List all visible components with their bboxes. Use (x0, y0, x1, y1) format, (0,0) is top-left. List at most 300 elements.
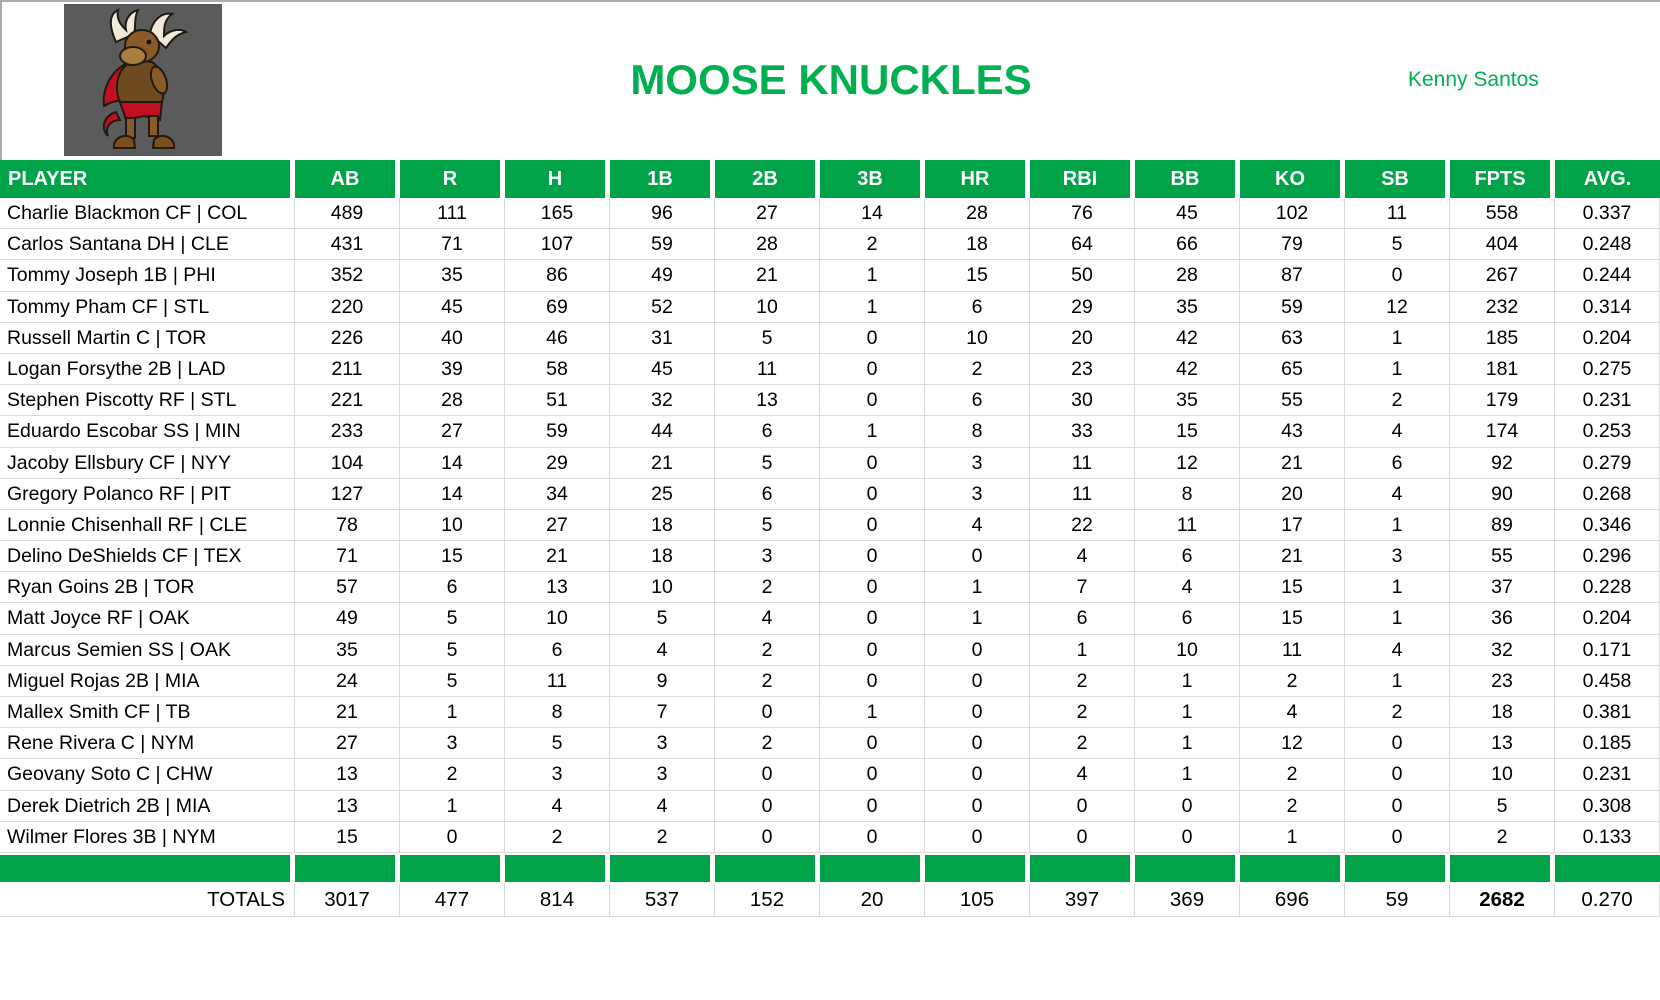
stat-cell[interactable]: 32 (1450, 635, 1555, 666)
stat-cell[interactable]: 0 (925, 728, 1030, 759)
stat-cell[interactable]: 2 (925, 354, 1030, 385)
stat-cell[interactable]: 0.381 (1555, 697, 1660, 728)
stat-cell[interactable]: 2 (1030, 697, 1135, 728)
stat-cell[interactable]: 1 (1345, 510, 1450, 541)
stat-cell[interactable]: 1 (1345, 572, 1450, 603)
stat-cell[interactable]: 0 (820, 479, 925, 510)
stat-cell[interactable]: 0 (820, 822, 925, 853)
player-name-cell[interactable]: Charlie Blackmon CF | COL (0, 198, 295, 229)
stat-cell[interactable]: 15 (400, 541, 505, 572)
stat-cell[interactable]: 2 (1345, 385, 1450, 416)
stat-cell[interactable]: 64 (1030, 229, 1135, 260)
stat-cell[interactable]: 66 (1135, 229, 1240, 260)
stat-cell[interactable]: 0.133 (1555, 822, 1660, 853)
stat-cell[interactable]: 59 (1240, 292, 1345, 323)
stat-cell[interactable]: 1 (925, 603, 1030, 634)
stat-cell[interactable]: 1 (1135, 697, 1240, 728)
stat-cell[interactable]: 17 (1240, 510, 1345, 541)
stat-cell[interactable]: 0.268 (1555, 479, 1660, 510)
stat-cell[interactable]: 2 (1240, 791, 1345, 822)
stat-cell[interactable]: 6 (505, 635, 610, 666)
stat-cell[interactable]: 1 (1135, 759, 1240, 790)
stat-cell[interactable]: 96 (610, 198, 715, 229)
stat-cell[interactable]: 23 (1450, 666, 1555, 697)
stat-cell[interactable]: 5 (610, 603, 715, 634)
stat-cell[interactable]: 13 (1450, 728, 1555, 759)
stat-cell[interactable]: 404 (1450, 229, 1555, 260)
stat-cell[interactable]: 57 (295, 572, 400, 603)
stat-cell[interactable]: 431 (295, 229, 400, 260)
stat-cell[interactable]: 11 (1135, 510, 1240, 541)
stat-cell[interactable]: 76 (1030, 198, 1135, 229)
player-name-cell[interactable]: Miguel Rojas 2B | MIA (0, 666, 295, 697)
stat-cell[interactable]: 4 (610, 791, 715, 822)
stat-cell[interactable]: 21 (505, 541, 610, 572)
stat-cell[interactable]: 3 (715, 541, 820, 572)
stat-cell[interactable]: 55 (1240, 385, 1345, 416)
column-header-player[interactable]: PLAYER (0, 160, 295, 198)
stat-cell[interactable]: 0 (925, 666, 1030, 697)
stat-cell[interactable]: 5 (1345, 229, 1450, 260)
stat-cell[interactable]: 0.275 (1555, 354, 1660, 385)
stat-cell[interactable]: 65 (1240, 354, 1345, 385)
stat-cell[interactable]: 5 (400, 666, 505, 697)
stat-cell[interactable]: 4 (1240, 697, 1345, 728)
stat-cell[interactable]: 0.231 (1555, 759, 1660, 790)
stat-cell[interactable]: 3 (610, 728, 715, 759)
stat-cell[interactable]: 27 (505, 510, 610, 541)
total-cell[interactable]: 2682 (1450, 884, 1555, 917)
stat-cell[interactable]: 0 (925, 697, 1030, 728)
stat-cell[interactable]: 0.458 (1555, 666, 1660, 697)
stat-cell[interactable]: 90 (1450, 479, 1555, 510)
stat-cell[interactable]: 14 (400, 479, 505, 510)
stat-cell[interactable]: 12 (1135, 448, 1240, 479)
stat-cell[interactable]: 11 (1240, 635, 1345, 666)
stat-cell[interactable]: 4 (1030, 759, 1135, 790)
stat-cell[interactable]: 1 (1030, 635, 1135, 666)
stat-cell[interactable]: 71 (400, 229, 505, 260)
total-cell[interactable]: 3017 (295, 884, 400, 917)
stat-cell[interactable]: 46 (505, 323, 610, 354)
stat-cell[interactable]: 18 (1450, 697, 1555, 728)
stat-cell[interactable]: 0.253 (1555, 416, 1660, 447)
stat-cell[interactable]: 2 (820, 229, 925, 260)
stat-cell[interactable]: 232 (1450, 292, 1555, 323)
stat-cell[interactable]: 14 (400, 448, 505, 479)
stat-cell[interactable]: 20 (1240, 479, 1345, 510)
stat-cell[interactable]: 29 (1030, 292, 1135, 323)
stat-cell[interactable]: 1 (1345, 666, 1450, 697)
player-name-cell[interactable]: Mallex Smith CF | TB (0, 697, 295, 728)
stat-cell[interactable]: 1 (1135, 666, 1240, 697)
column-header-2b[interactable]: 2B (715, 160, 820, 198)
player-name-cell[interactable]: Lonnie Chisenhall RF | CLE (0, 510, 295, 541)
stat-cell[interactable]: 1 (400, 791, 505, 822)
stat-cell[interactable]: 52 (610, 292, 715, 323)
stat-cell[interactable]: 2 (715, 635, 820, 666)
stat-cell[interactable]: 15 (1240, 603, 1345, 634)
stat-cell[interactable]: 2 (1450, 822, 1555, 853)
stat-cell[interactable]: 5 (1450, 791, 1555, 822)
player-name-cell[interactable]: Eduardo Escobar SS | MIN (0, 416, 295, 447)
stat-cell[interactable]: 63 (1240, 323, 1345, 354)
total-cell[interactable]: 369 (1135, 884, 1240, 917)
stat-cell[interactable]: 0 (820, 666, 925, 697)
total-cell[interactable]: 397 (1030, 884, 1135, 917)
stat-cell[interactable]: 2 (715, 666, 820, 697)
stat-cell[interactable]: 111 (400, 198, 505, 229)
stat-cell[interactable]: 352 (295, 260, 400, 291)
stat-cell[interactable]: 44 (610, 416, 715, 447)
stat-cell[interactable]: 0 (400, 822, 505, 853)
stat-cell[interactable]: 7 (610, 697, 715, 728)
stat-cell[interactable]: 0 (1345, 728, 1450, 759)
stat-cell[interactable]: 10 (400, 510, 505, 541)
stat-cell[interactable]: 6 (715, 416, 820, 447)
stat-cell[interactable]: 6 (1135, 603, 1240, 634)
stat-cell[interactable]: 13 (715, 385, 820, 416)
stat-cell[interactable]: 30 (1030, 385, 1135, 416)
stat-cell[interactable]: 31 (610, 323, 715, 354)
stat-cell[interactable]: 2 (505, 822, 610, 853)
stat-cell[interactable]: 78 (295, 510, 400, 541)
stat-cell[interactable]: 0 (1345, 260, 1450, 291)
stat-cell[interactable]: 55 (1450, 541, 1555, 572)
stat-cell[interactable]: 45 (610, 354, 715, 385)
stat-cell[interactable]: 6 (1345, 448, 1450, 479)
stat-cell[interactable]: 4 (1135, 572, 1240, 603)
column-header-bb[interactable]: BB (1135, 160, 1240, 198)
stat-cell[interactable]: 0 (1345, 822, 1450, 853)
stat-cell[interactable]: 127 (295, 479, 400, 510)
stat-cell[interactable]: 2 (1030, 728, 1135, 759)
stat-cell[interactable]: 0 (1135, 822, 1240, 853)
stat-cell[interactable]: 92 (1450, 448, 1555, 479)
stat-cell[interactable]: 0 (925, 759, 1030, 790)
stat-cell[interactable]: 4 (1345, 479, 1450, 510)
stat-cell[interactable]: 10 (925, 323, 1030, 354)
stat-cell[interactable]: 69 (505, 292, 610, 323)
stat-cell[interactable]: 0 (820, 635, 925, 666)
total-cell[interactable]: 814 (505, 884, 610, 917)
player-name-cell[interactable]: Rene Rivera C | NYM (0, 728, 295, 759)
stat-cell[interactable]: 220 (295, 292, 400, 323)
stat-cell[interactable]: 2 (400, 759, 505, 790)
stat-cell[interactable]: 5 (715, 510, 820, 541)
stat-cell[interactable]: 33 (1030, 416, 1135, 447)
stat-cell[interactable]: 0 (820, 385, 925, 416)
stat-cell[interactable]: 49 (610, 260, 715, 291)
stat-cell[interactable]: 35 (1135, 385, 1240, 416)
stat-cell[interactable]: 4 (505, 791, 610, 822)
stat-cell[interactable]: 45 (1135, 198, 1240, 229)
player-name-cell[interactable]: Gregory Polanco RF | PIT (0, 479, 295, 510)
stat-cell[interactable]: 7 (1030, 572, 1135, 603)
stat-cell[interactable]: 58 (505, 354, 610, 385)
stat-cell[interactable]: 18 (610, 541, 715, 572)
column-header-hr[interactable]: HR (925, 160, 1030, 198)
stat-cell[interactable]: 0.337 (1555, 198, 1660, 229)
column-header-r[interactable]: R (400, 160, 505, 198)
stat-cell[interactable]: 12 (1240, 728, 1345, 759)
stat-cell[interactable]: 0 (715, 697, 820, 728)
stat-cell[interactable]: 226 (295, 323, 400, 354)
total-cell[interactable]: 152 (715, 884, 820, 917)
player-name-cell[interactable]: Carlos Santana DH | CLE (0, 229, 295, 260)
stat-cell[interactable]: 2 (1240, 759, 1345, 790)
stat-cell[interactable]: 28 (400, 385, 505, 416)
stat-cell[interactable]: 4 (715, 603, 820, 634)
stat-cell[interactable]: 0 (820, 510, 925, 541)
stat-cell[interactable]: 3 (925, 479, 1030, 510)
stat-cell[interactable]: 0.308 (1555, 791, 1660, 822)
stat-cell[interactable]: 21 (1240, 541, 1345, 572)
stat-cell[interactable]: 50 (1030, 260, 1135, 291)
stat-cell[interactable]: 0 (820, 791, 925, 822)
stat-cell[interactable]: 15 (295, 822, 400, 853)
stat-cell[interactable]: 25 (610, 479, 715, 510)
stat-cell[interactable]: 2 (1345, 697, 1450, 728)
stat-cell[interactable]: 0 (925, 541, 1030, 572)
stat-cell[interactable]: 1 (820, 292, 925, 323)
player-name-cell[interactable]: Stephen Piscotty RF | STL (0, 385, 295, 416)
stat-cell[interactable]: 4 (1345, 416, 1450, 447)
stat-cell[interactable]: 221 (295, 385, 400, 416)
stat-cell[interactable]: 0 (715, 822, 820, 853)
stat-cell[interactable]: 11 (1030, 479, 1135, 510)
stat-cell[interactable]: 185 (1450, 323, 1555, 354)
stat-cell[interactable]: 89 (1450, 510, 1555, 541)
stat-cell[interactable]: 59 (610, 229, 715, 260)
stat-cell[interactable]: 10 (1450, 759, 1555, 790)
stat-cell[interactable]: 0.231 (1555, 385, 1660, 416)
stat-cell[interactable]: 489 (295, 198, 400, 229)
stat-cell[interactable]: 1 (820, 697, 925, 728)
stat-cell[interactable]: 24 (295, 666, 400, 697)
player-name-cell[interactable]: Russell Martin C | TOR (0, 323, 295, 354)
stat-cell[interactable]: 6 (925, 385, 1030, 416)
stat-cell[interactable]: 20 (1030, 323, 1135, 354)
column-header-rbi[interactable]: RBI (1030, 160, 1135, 198)
stat-cell[interactable]: 22 (1030, 510, 1135, 541)
stat-cell[interactable]: 28 (1135, 260, 1240, 291)
stat-cell[interactable]: 36 (1450, 603, 1555, 634)
stat-cell[interactable]: 0 (820, 323, 925, 354)
stat-cell[interactable]: 0.248 (1555, 229, 1660, 260)
stat-cell[interactable]: 0 (820, 759, 925, 790)
stat-cell[interactable]: 0 (820, 448, 925, 479)
stat-cell[interactable]: 27 (295, 728, 400, 759)
stat-cell[interactable]: 8 (925, 416, 1030, 447)
stat-cell[interactable]: 0 (820, 541, 925, 572)
stat-cell[interactable]: 0 (1030, 822, 1135, 853)
stat-cell[interactable]: 37 (1450, 572, 1555, 603)
stat-cell[interactable]: 23 (1030, 354, 1135, 385)
stat-cell[interactable]: 42 (1135, 323, 1240, 354)
column-header-ko[interactable]: KO (1240, 160, 1345, 198)
player-name-cell[interactable]: Wilmer Flores 3B | NYM (0, 822, 295, 853)
total-cell[interactable]: 477 (400, 884, 505, 917)
stat-cell[interactable]: 0 (925, 635, 1030, 666)
stat-cell[interactable]: 0 (820, 354, 925, 385)
stat-cell[interactable]: 14 (820, 198, 925, 229)
stat-cell[interactable]: 4 (925, 510, 1030, 541)
stat-cell[interactable]: 27 (715, 198, 820, 229)
stat-cell[interactable]: 5 (505, 728, 610, 759)
stat-cell[interactable]: 104 (295, 448, 400, 479)
player-name-cell[interactable]: Tommy Joseph 1B | PHI (0, 260, 295, 291)
column-header-h[interactable]: H (505, 160, 610, 198)
stat-cell[interactable]: 51 (505, 385, 610, 416)
stat-cell[interactable]: 11 (715, 354, 820, 385)
stat-cell[interactable]: 0 (925, 822, 1030, 853)
stat-cell[interactable]: 3 (610, 759, 715, 790)
stat-cell[interactable]: 11 (505, 666, 610, 697)
stat-cell[interactable]: 1 (925, 572, 1030, 603)
stat-cell[interactable]: 4 (1030, 541, 1135, 572)
stat-cell[interactable]: 6 (715, 479, 820, 510)
stat-cell[interactable]: 0 (925, 791, 1030, 822)
stat-cell[interactable]: 0 (1135, 791, 1240, 822)
stat-cell[interactable]: 1 (820, 260, 925, 291)
stat-cell[interactable]: 10 (610, 572, 715, 603)
stat-cell[interactable]: 15 (1135, 416, 1240, 447)
stat-cell[interactable]: 0.346 (1555, 510, 1660, 541)
stat-cell[interactable]: 10 (505, 603, 610, 634)
stat-cell[interactable]: 4 (1345, 635, 1450, 666)
stat-cell[interactable]: 558 (1450, 198, 1555, 229)
stat-cell[interactable]: 2 (610, 822, 715, 853)
stat-cell[interactable]: 40 (400, 323, 505, 354)
player-name-cell[interactable]: Marcus Semien SS | OAK (0, 635, 295, 666)
stat-cell[interactable]: 1 (1135, 728, 1240, 759)
stat-cell[interactable]: 18 (925, 229, 1030, 260)
stat-cell[interactable]: 5 (715, 448, 820, 479)
stat-cell[interactable]: 179 (1450, 385, 1555, 416)
column-header-sb[interactable]: SB (1345, 160, 1450, 198)
stat-cell[interactable]: 9 (610, 666, 715, 697)
stat-cell[interactable]: 11 (1030, 448, 1135, 479)
stat-cell[interactable]: 0.279 (1555, 448, 1660, 479)
player-name-cell[interactable]: Derek Dietrich 2B | MIA (0, 791, 295, 822)
stat-cell[interactable]: 18 (610, 510, 715, 541)
stat-cell[interactable]: 2 (715, 572, 820, 603)
stat-cell[interactable]: 0 (1345, 791, 1450, 822)
stat-cell[interactable]: 1 (1345, 354, 1450, 385)
stat-cell[interactable]: 0 (715, 759, 820, 790)
stat-cell[interactable]: 0.314 (1555, 292, 1660, 323)
player-name-cell[interactable]: Geovany Soto C | CHW (0, 759, 295, 790)
stat-cell[interactable]: 0 (820, 603, 925, 634)
stat-cell[interactable]: 13 (295, 759, 400, 790)
stat-cell[interactable]: 35 (295, 635, 400, 666)
stat-cell[interactable]: 43 (1240, 416, 1345, 447)
stat-cell[interactable]: 45 (400, 292, 505, 323)
stat-cell[interactable]: 21 (715, 260, 820, 291)
column-header-ab[interactable]: AB (295, 160, 400, 198)
stat-cell[interactable]: 1 (1345, 323, 1450, 354)
stat-cell[interactable]: 0.228 (1555, 572, 1660, 603)
player-name-cell[interactable]: Jacoby Ellsbury CF | NYY (0, 448, 295, 479)
stat-cell[interactable]: 12 (1345, 292, 1450, 323)
stat-cell[interactable]: 233 (295, 416, 400, 447)
stat-cell[interactable]: 79 (1240, 229, 1345, 260)
stat-cell[interactable]: 0.171 (1555, 635, 1660, 666)
stat-cell[interactable]: 5 (400, 635, 505, 666)
stat-cell[interactable]: 174 (1450, 416, 1555, 447)
stat-cell[interactable]: 87 (1240, 260, 1345, 291)
stat-cell[interactable]: 107 (505, 229, 610, 260)
player-name-cell[interactable]: Delino DeShields CF | TEX (0, 541, 295, 572)
total-cell[interactable]: 0.270 (1555, 884, 1660, 917)
total-cell[interactable]: 105 (925, 884, 1030, 917)
stat-cell[interactable]: 0 (820, 728, 925, 759)
stat-cell[interactable]: 28 (715, 229, 820, 260)
stat-cell[interactable]: 8 (1135, 479, 1240, 510)
stat-cell[interactable]: 35 (1135, 292, 1240, 323)
total-cell[interactable]: 20 (820, 884, 925, 917)
stat-cell[interactable]: 211 (295, 354, 400, 385)
stat-cell[interactable]: 4 (610, 635, 715, 666)
column-header-3b[interactable]: 3B (820, 160, 925, 198)
player-name-cell[interactable]: Tommy Pham CF | STL (0, 292, 295, 323)
stat-cell[interactable]: 267 (1450, 260, 1555, 291)
stat-cell[interactable]: 21 (1240, 448, 1345, 479)
stat-cell[interactable]: 86 (505, 260, 610, 291)
player-name-cell[interactable]: Ryan Goins 2B | TOR (0, 572, 295, 603)
stat-cell[interactable]: 0.204 (1555, 323, 1660, 354)
stat-cell[interactable]: 0.185 (1555, 728, 1660, 759)
stat-cell[interactable]: 3 (1345, 541, 1450, 572)
stat-cell[interactable]: 1 (1345, 603, 1450, 634)
stat-cell[interactable]: 21 (295, 697, 400, 728)
stat-cell[interactable]: 49 (295, 603, 400, 634)
stat-cell[interactable]: 2 (1030, 666, 1135, 697)
stat-cell[interactable]: 39 (400, 354, 505, 385)
stat-cell[interactable]: 3 (505, 759, 610, 790)
stat-cell[interactable]: 0.244 (1555, 260, 1660, 291)
stat-cell[interactable]: 2 (1240, 666, 1345, 697)
stat-cell[interactable]: 34 (505, 479, 610, 510)
stat-cell[interactable]: 181 (1450, 354, 1555, 385)
stat-cell[interactable]: 35 (400, 260, 505, 291)
stat-cell[interactable]: 6 (1135, 541, 1240, 572)
stat-cell[interactable]: 102 (1240, 198, 1345, 229)
player-name-cell[interactable]: Logan Forsythe 2B | LAD (0, 354, 295, 385)
stat-cell[interactable]: 11 (1345, 198, 1450, 229)
stat-cell[interactable]: 15 (925, 260, 1030, 291)
column-header-1b[interactable]: 1B (610, 160, 715, 198)
stat-cell[interactable]: 32 (610, 385, 715, 416)
stat-cell[interactable]: 0.204 (1555, 603, 1660, 634)
total-cell[interactable]: 59 (1345, 884, 1450, 917)
stat-cell[interactable]: 0 (1030, 791, 1135, 822)
stat-cell[interactable]: 0 (715, 791, 820, 822)
stat-cell[interactable]: 71 (295, 541, 400, 572)
stat-cell[interactable]: 27 (400, 416, 505, 447)
stat-cell[interactable]: 3 (925, 448, 1030, 479)
stat-cell[interactable]: 2 (715, 728, 820, 759)
stat-cell[interactable]: 28 (925, 198, 1030, 229)
stat-cell[interactable]: 59 (505, 416, 610, 447)
stat-cell[interactable]: 6 (1030, 603, 1135, 634)
stat-cell[interactable]: 1 (1240, 822, 1345, 853)
stat-cell[interactable]: 13 (295, 791, 400, 822)
stat-cell[interactable]: 3 (400, 728, 505, 759)
total-cell[interactable]: 696 (1240, 884, 1345, 917)
player-name-cell[interactable]: Matt Joyce RF | OAK (0, 603, 295, 634)
